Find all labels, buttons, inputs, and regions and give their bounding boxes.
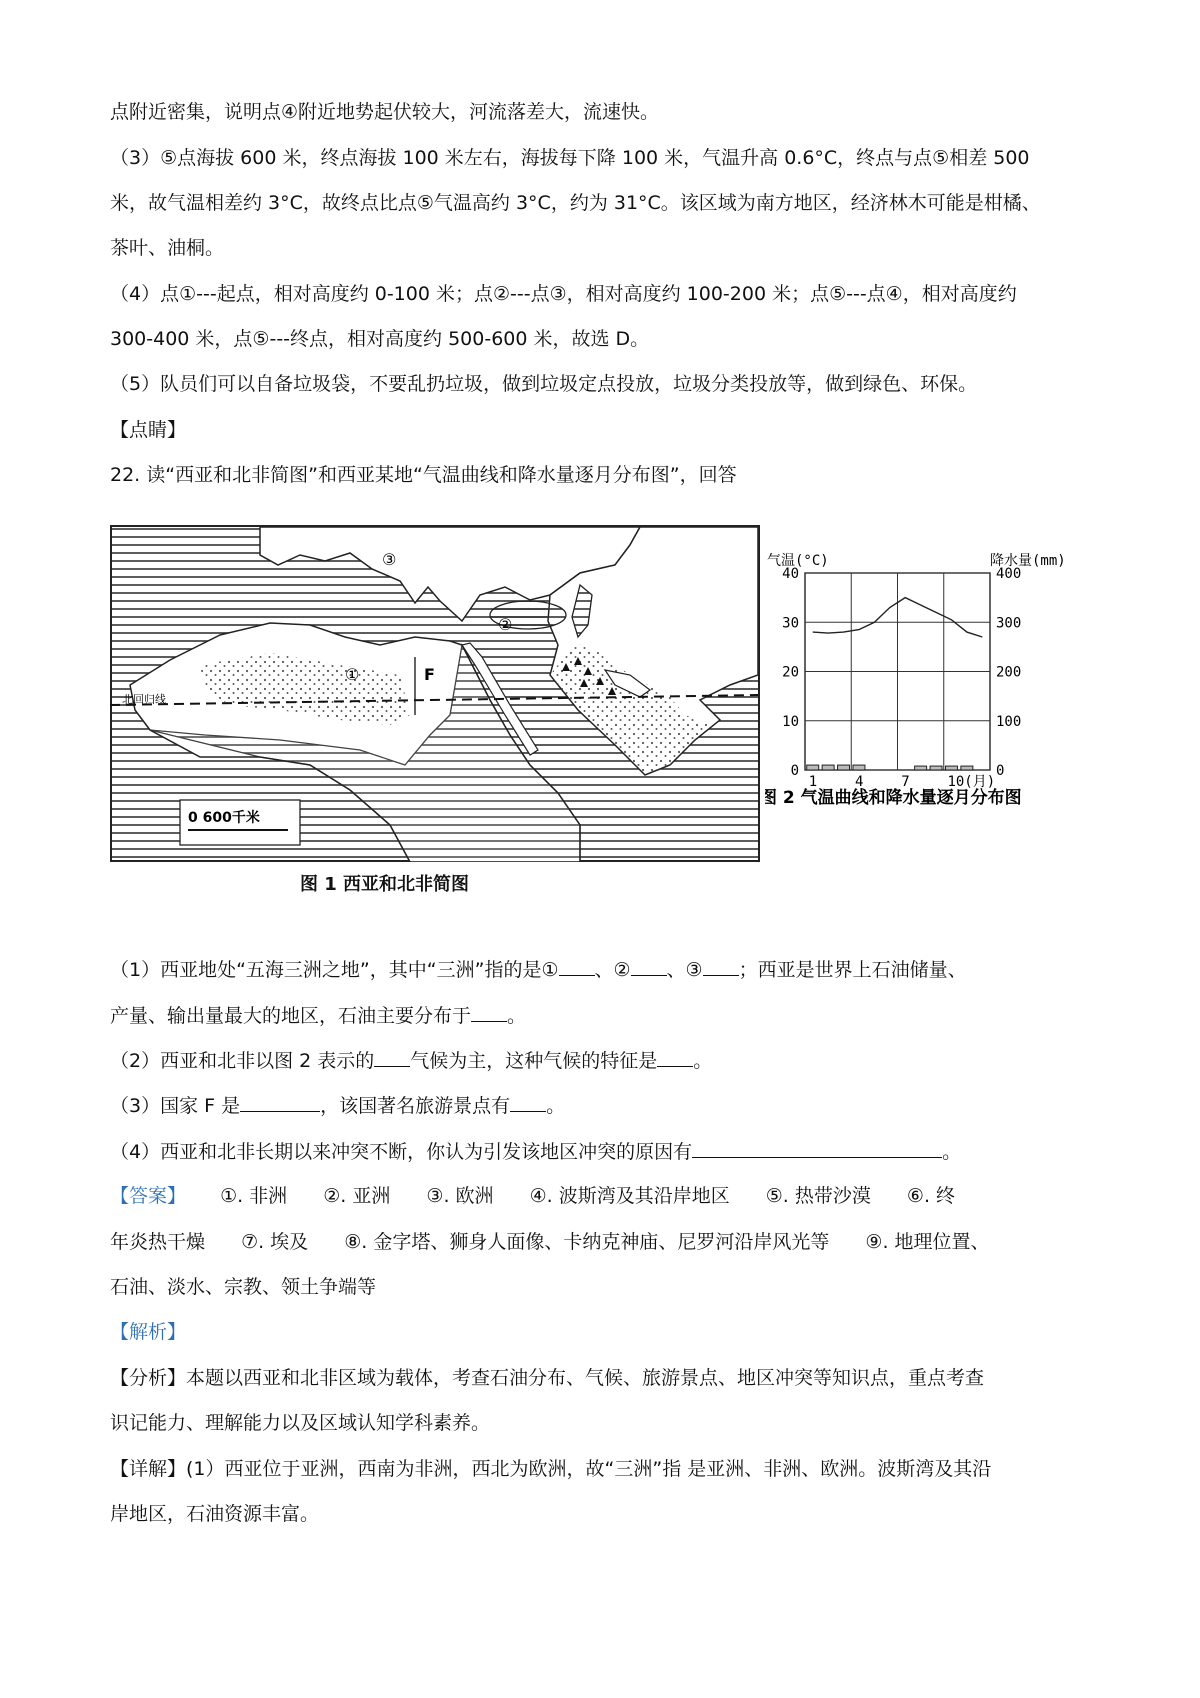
text-line: （5）队员们可以自备垃圾袋，不要乱扔垃圾，做到垃圾定点投放，垃圾分类投放等，做到绿色、环保。 <box>110 373 978 395</box>
chart-right-tick-label: 100 <box>996 713 1022 730</box>
precipitation-bar <box>945 766 957 770</box>
map-figure <box>110 525 760 862</box>
answer-tag: 【答案】 <box>110 1185 187 1207</box>
question-22-title: 22. 读“西亚和北非简图”和西亚某地“气温曲线和降水量逐月分布图”，回答 <box>110 464 737 486</box>
map-caption: 图 1 西亚和北非简图 <box>300 874 470 895</box>
answer-line-1 <box>110 1182 955 1210</box>
q4-text-a: （4）西亚和北非长期以来冲突不断，你认为引发该地区冲突的原因有 <box>110 1141 693 1163</box>
chart-left-tick-label: 20 <box>782 664 799 681</box>
text-line: 300-400 米，点⑤---终点，相对高度约 500-600 米，故选 D。 <box>110 328 650 350</box>
question-3 <box>110 1091 565 1120</box>
q3-text-b: ，该国著名旅游景点有 <box>320 1095 511 1117</box>
precipitation-bar <box>853 765 865 770</box>
q1-blank-4[interactable] <box>471 1001 507 1022</box>
q1-blank-2[interactable] <box>631 955 667 976</box>
q3-blank-2[interactable] <box>510 1091 546 1112</box>
chart-left-tick-label: 40 <box>782 566 799 582</box>
answer-8: ⑧. 金字塔、狮身人面像、卡纳克神庙、尼罗河沿岸风光等 <box>344 1231 830 1253</box>
answer-1: ①. 非洲 <box>220 1185 288 1207</box>
chart-right-tick-label: 300 <box>996 615 1022 632</box>
precipitation-bar <box>930 766 942 770</box>
analysis-line-1: 【分析】本题以西亚和北非区域为载体，考查石油分布、气候、旅游景点、地区冲突等知识点，重点考查 <box>110 1367 985 1389</box>
section-heading-dianjing: 【点睛】 <box>110 419 187 441</box>
answer-6a: ⑥. 终 <box>906 1185 956 1207</box>
q2-blank-1[interactable] <box>374 1046 410 1067</box>
analysis-line-4: 岸地区，石油资源丰富。 <box>110 1503 320 1525</box>
question-1-cont <box>110 1001 526 1030</box>
precipitation-bar <box>838 765 850 770</box>
map-label-f: F <box>424 665 435 684</box>
q2-text-a: （2）西亚和北非以图 2 表示的 <box>110 1050 375 1072</box>
q2-text-c: 。 <box>693 1050 713 1072</box>
text-line: 点附近密集，说明点④附近地势起伏较大，河流落差大，流速快。 <box>110 101 660 123</box>
q1-text-a: （1）西亚地处“五海三洲之地”，其中“三洲”指的是① <box>110 959 559 981</box>
scale-label: 0 600千米 <box>188 810 260 826</box>
question-4 <box>110 1137 961 1166</box>
map-label-2: ② <box>498 615 513 634</box>
q1-text-d: ；西亚是世界上石油储量、 <box>738 959 967 981</box>
map-label-3: ③ <box>382 550 397 569</box>
chart-x-tick-label: 7 <box>901 774 910 790</box>
map-label-1: ① <box>345 665 360 684</box>
analysis-tag: 【解析】 <box>110 1321 187 1343</box>
q1-text-f: 。 <box>507 1005 527 1027</box>
chart-right-tick-label: 200 <box>996 664 1022 681</box>
chart-left-tick-label: 30 <box>782 615 799 632</box>
chart-right-tick-label: 0 <box>996 763 1005 779</box>
chart-caption: 图 2 气温曲线和降水量逐月分布图 <box>765 788 1022 808</box>
answer-line-2 <box>110 1228 990 1256</box>
chart-left-tick-label: 0 <box>790 763 799 779</box>
answer-2: ②. 亚洲 <box>323 1185 391 1207</box>
chart-x-tick-label: 10(月) <box>947 774 996 790</box>
answer-7: ⑦. 埃及 <box>241 1231 309 1253</box>
q3-text-c: 。 <box>546 1095 566 1117</box>
q1-blank-3[interactable] <box>703 955 739 976</box>
precipitation-bar <box>961 766 973 770</box>
answer-9b: 石油、淡水、宗教、领土争端等 <box>110 1276 377 1298</box>
precipitation-bar <box>822 765 834 770</box>
text-line: 茶叶、油桐。 <box>110 237 225 259</box>
text-line: （4）点①---起点，相对高度约 0-100 米；点②---点③，相对高度约 100-200 米；点⑤---点④，相对高度约 <box>110 283 1017 305</box>
answer-4: ④. 波斯湾及其沿岸地区 <box>529 1185 730 1207</box>
q2-text-b: 气候为主，这种气候的特征是 <box>410 1050 658 1072</box>
q3-text-a: （3）国家 F 是 <box>110 1095 241 1117</box>
climate-chart-svg <box>765 545 1100 865</box>
answer-9a: ⑨. 地理位置、 <box>865 1231 990 1253</box>
climate-chart <box>765 545 1100 865</box>
precipitation-bar <box>915 766 927 770</box>
q1-text-e: 产量、输出量最大的地区，石油主要分布于 <box>110 1005 472 1027</box>
question-2 <box>110 1046 712 1075</box>
precipitation-bar <box>807 765 819 770</box>
text-line: 米，故气温相差约 3°C，故终点比点⑤气温高约 3°C，约为 31°C。该区域为南方地区，经济林木可能是柑橘、 <box>110 192 1041 214</box>
q2-blank-2[interactable] <box>657 1046 693 1067</box>
q1-text-c: 、③ <box>666 959 703 981</box>
analysis-line-3: 【详解】(1）西亚位于亚洲，西南为非洲，西北为欧洲，故“三洲”指 是亚洲、非洲、欧洲。波斯湾及其沿 <box>110 1458 992 1480</box>
q1-text-b: 、② <box>594 959 631 981</box>
chart-x-tick-label: 4 <box>854 774 864 790</box>
q1-blank-1[interactable] <box>559 955 595 976</box>
q4-blank-1[interactable] <box>692 1137 942 1158</box>
tropic-label: 北回归线 <box>122 693 166 706</box>
answer-6b: 年炎热干燥 <box>110 1231 206 1253</box>
answer-line-3 <box>110 1273 376 1301</box>
answer-5: ⑤. 热带沙漠 <box>765 1185 871 1207</box>
chart-x-tick-label: 1 <box>808 774 818 790</box>
map-svg <box>110 525 760 862</box>
question-1 <box>110 955 967 984</box>
chart-right-tick-label: 400 <box>996 566 1022 582</box>
chart-ylabel-left: 气温(°C) <box>767 553 829 569</box>
chart-ylabel-right: 降水量(mm) <box>990 553 1066 569</box>
q4-text-b: 。 <box>942 1141 962 1163</box>
chart-left-tick-label: 10 <box>782 713 799 730</box>
analysis-line-2: 识记能力、理解能力以及区域认知学科素养。 <box>110 1412 491 1434</box>
q3-blank-1[interactable] <box>240 1091 320 1112</box>
answer-3: ③. 欧洲 <box>426 1185 494 1207</box>
text-line: （3）⑤点海拔 600 米，终点海拔 100 米左右，海拔每下降 100 米，气温升高 0.6°C，终点与点⑤相差 500 <box>110 147 1030 169</box>
